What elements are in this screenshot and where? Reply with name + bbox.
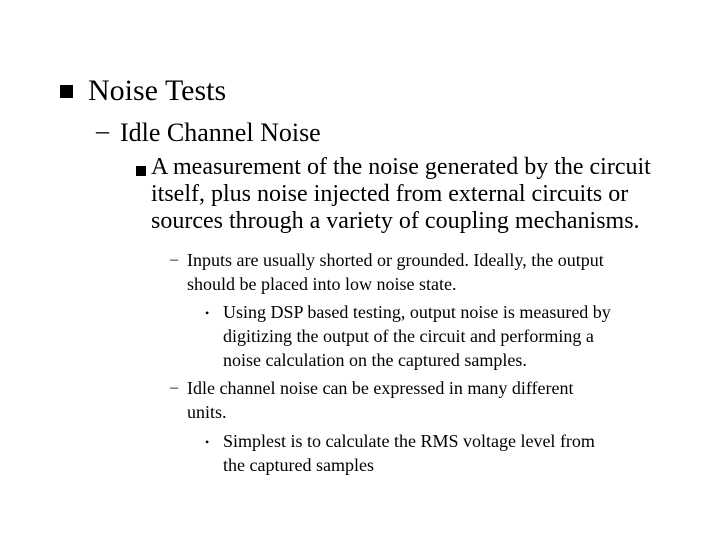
sub-item-paragraph (187, 376, 667, 424)
detail-line: digitizing the output of the circuit and performing a (223, 326, 594, 346)
definition-line: A measurement of the noise generated by the circuit (151, 154, 651, 180)
square-bullet-icon (136, 163, 146, 181)
definition-line: sources through a variety of coupling mechanisms. (151, 208, 640, 234)
sub-item-line: units. (187, 402, 227, 422)
square-bullet-icon (60, 85, 73, 103)
detail-line: Simplest is to calculate the RMS voltage level from (223, 431, 595, 451)
sub-item-paragraph (187, 248, 667, 296)
subheading-text: Idle Channel Noise (120, 118, 321, 147)
dot-bullet-icon: • (205, 306, 210, 320)
dash-bullet-icon: – (170, 379, 178, 396)
detail-line: Using DSP based testing, output noise is measured by (223, 302, 611, 322)
dash-bullet-icon: – (96, 116, 109, 145)
slide-title: Noise Tests (88, 74, 227, 107)
dash-bullet-icon: – (170, 251, 178, 268)
detail-paragraph (223, 300, 663, 372)
definition-line: itself, plus noise injected from external circuits or (151, 181, 629, 207)
dot-bullet-icon: • (205, 435, 210, 449)
sub-item-line: should be placed into low noise state. (187, 274, 457, 294)
detail-paragraph (223, 429, 663, 477)
sub-item-line: Idle channel noise can be expressed in many different (187, 378, 574, 398)
detail-line: the captured samples (223, 455, 374, 475)
sub-item-line: Inputs are usually shorted or grounded. Ideally, the output (187, 250, 604, 270)
detail-line: noise calculation on the captured samples. (223, 350, 527, 370)
definition-paragraph (151, 154, 671, 235)
